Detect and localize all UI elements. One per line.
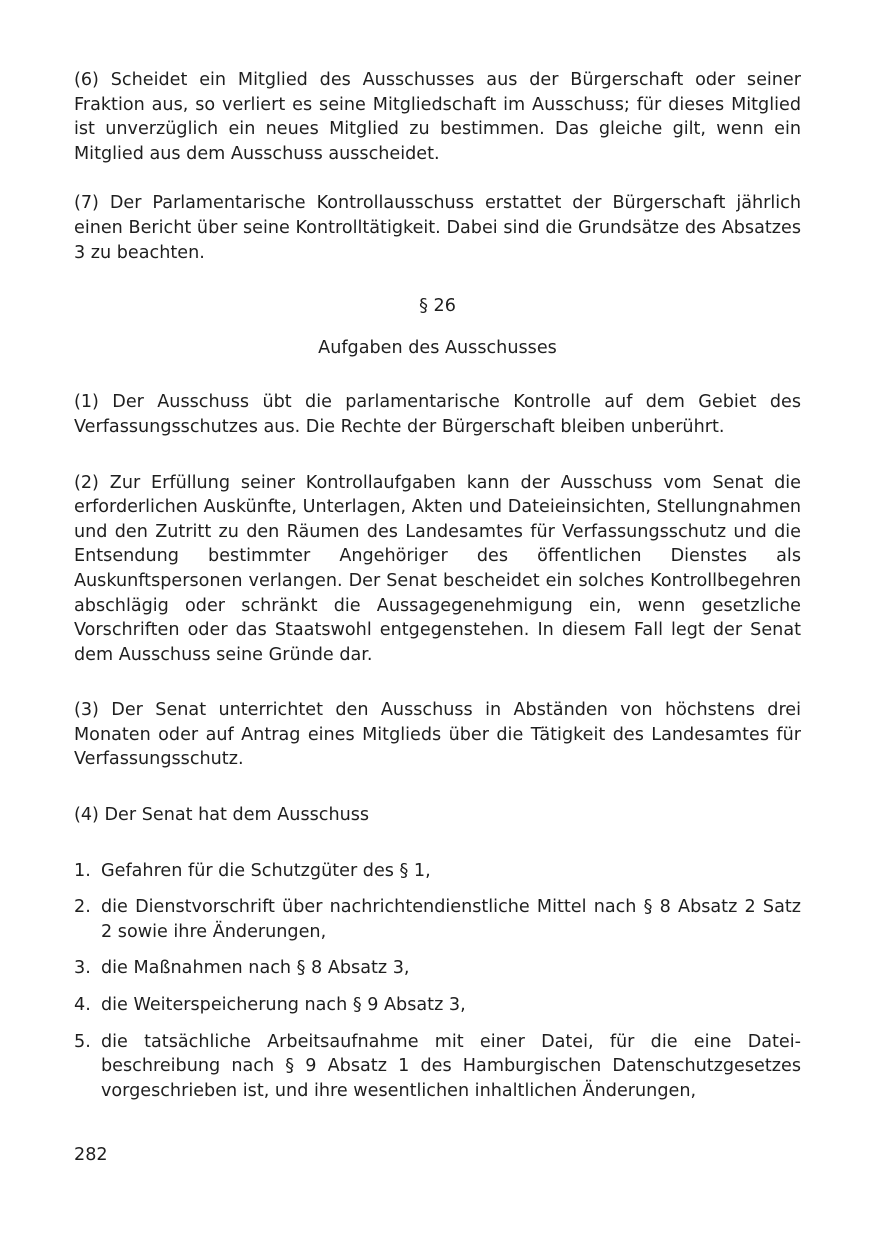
list-item-text: die tatsächliche Arbeitsaufnahme mit einer Datei, für die eine Dateibeschreibung nach § 9 Absatz 1 des Hamburgischen Datenschutzgesetzes vorgeschrieben ist, und ihre wesentlichen inhaltlichen Änderungen, — [101, 1031, 801, 1101]
list-item — [74, 895, 801, 944]
enumerated-list — [74, 859, 801, 1104]
section-paragraph-4: (4) Der Senat hat dem Ausschuss — [74, 805, 370, 826]
list-item-text: Gefahren für die Schutzgüter des § 1, — [101, 860, 431, 881]
list-item — [74, 859, 801, 884]
list-item-text: die Dienstvorschrift über nachrichtendienstliche Mittel nach § 8 Absatz 2 Satz 2 sowie ihre Änderungen, — [101, 897, 801, 942]
section-paragraph-3: (3) Der Senat unterrichtet den Ausschuss in Abständen von höchstens drei Monaten oder auf Antrag eines Mitglieds über die Tätigkeit des Landesamtes für Verfassungsschutz. — [74, 700, 801, 770]
list-item-text: die Maßnahmen nach § 8 Absatz 3, — [101, 958, 410, 979]
paragraph-7: (7) Der Parlamentarische Kontrollausschuss erstattet der Bürgerschaft jährlich einen Bericht über seine Kontrolltätigkeit. Dabei sind die Grundsätze des Absatzes 3 zu beachten. — [74, 193, 801, 263]
section-paragraph-2: (2) Zur Erfüllung seiner Kontrollaufgaben kann der Ausschuss vom Senat die erforderlichen Auskünfte, Unterlagen, Akten und Dateieinsichten, Stellungnahmen und den Zutritt zu den Räumen des Landesamtes für Verfassungsschutz und die Entsendung bestimmter Angehöriger des öffentlichen Dienstes als Auskunftspersonen verlangen. Der Senat bescheidet ein solches Kontrollbegehren abschlägig oder schränkt die Aussagegenehmigung ein, wenn gesetzliche Vorschriften oder das Staatswohl entgegenstehen. In diesem Fall legt der Senat dem Ausschuss seine Gründe dar. — [74, 472, 801, 665]
page-number: 282 — [74, 1145, 108, 1165]
list-item-number: 4. — [74, 995, 91, 1016]
list-item — [74, 1030, 801, 1104]
list-item — [74, 956, 801, 981]
list-item-number: 5. — [74, 1031, 91, 1052]
list-item-number: 3. — [74, 958, 91, 979]
paragraph-6: (6) Scheidet ein Mitglied des Ausschusses aus der Bürgerschaft oder seiner Fraktion aus, so verliert es seine Mitgliedschaft im Ausschuss; für dieses Mitglied ist unverzüglich ein neues Mitglied zu bestimmen. Das gleiche gilt, wenn ein Mitglied aus dem Ausschuss ausscheidet. — [74, 70, 801, 164]
section-number: § 26 — [419, 296, 456, 317]
page-content — [74, 68, 801, 1115]
section-paragraph-1: (1) Der Ausschuss übt die parlamentarische Kontrolle auf dem Gebiet des Verfassungsschutzes aus. Die Rechte der Bürgerschaft bleiben unberührt. — [74, 392, 801, 437]
list-item — [74, 993, 801, 1018]
list-item-text: die Weiterspeicherung nach § 9 Absatz 3, — [101, 995, 466, 1016]
list-item-number: 2. — [74, 897, 91, 918]
section-title: Aufgaben des Ausschusses — [318, 337, 557, 358]
list-item-number: 1. — [74, 860, 91, 881]
